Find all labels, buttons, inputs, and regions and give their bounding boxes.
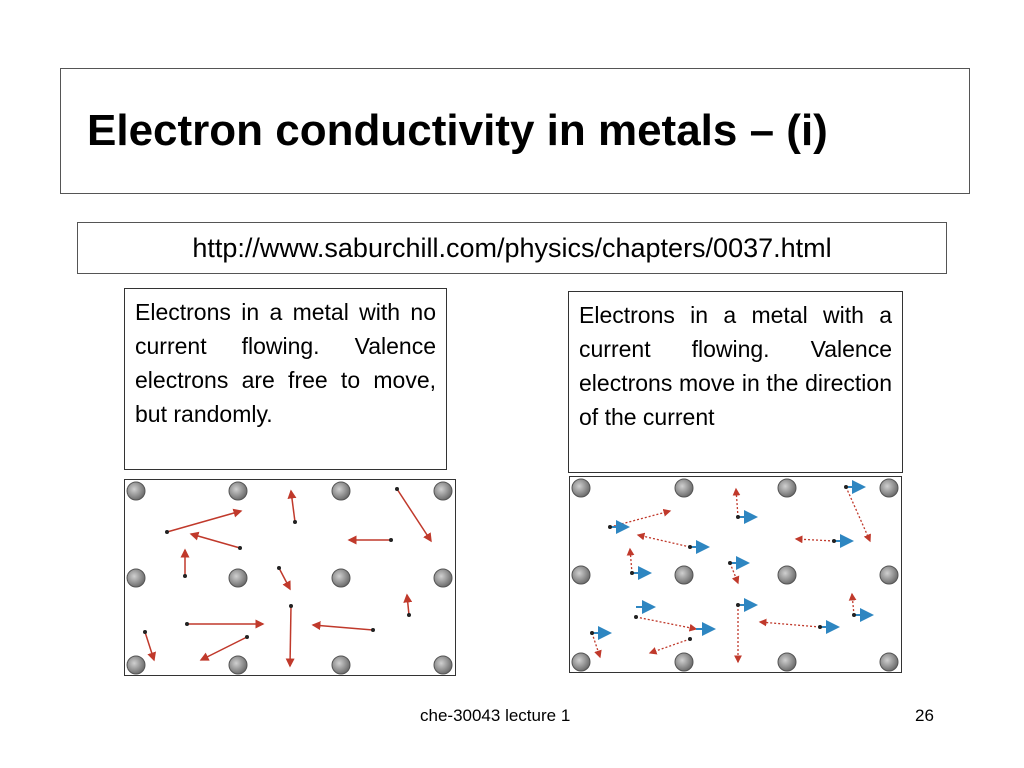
title-box: [60, 68, 970, 194]
diagram-with-current: [569, 476, 902, 673]
slide-title: Electron conductivity in metals – (i): [87, 106, 828, 155]
caption-no-current: Electrons in a metal with no current flowing. Valence electrons are free to move, but randomly.: [124, 288, 447, 470]
footer-lecture: che-30043 lecture 1: [420, 706, 571, 725]
metal-ions: [127, 482, 452, 674]
drift-arrows: [592, 487, 872, 633]
caption-with-current: Electrons in a metal with a current flowing. Valence electrons move in the direction of the current: [568, 291, 903, 473]
electron-paths: [145, 489, 431, 666]
drift-motion-figure: [570, 477, 901, 672]
electron-paths: [592, 487, 870, 662]
page-number: 26: [915, 706, 934, 725]
electrons: [590, 485, 856, 641]
source-url: http://www.saburchill.com/physics/chapters/0037.html: [77, 222, 947, 274]
electrons: [143, 487, 411, 639]
diagram-no-current: [124, 479, 456, 676]
random-motion-figure: [125, 480, 455, 675]
